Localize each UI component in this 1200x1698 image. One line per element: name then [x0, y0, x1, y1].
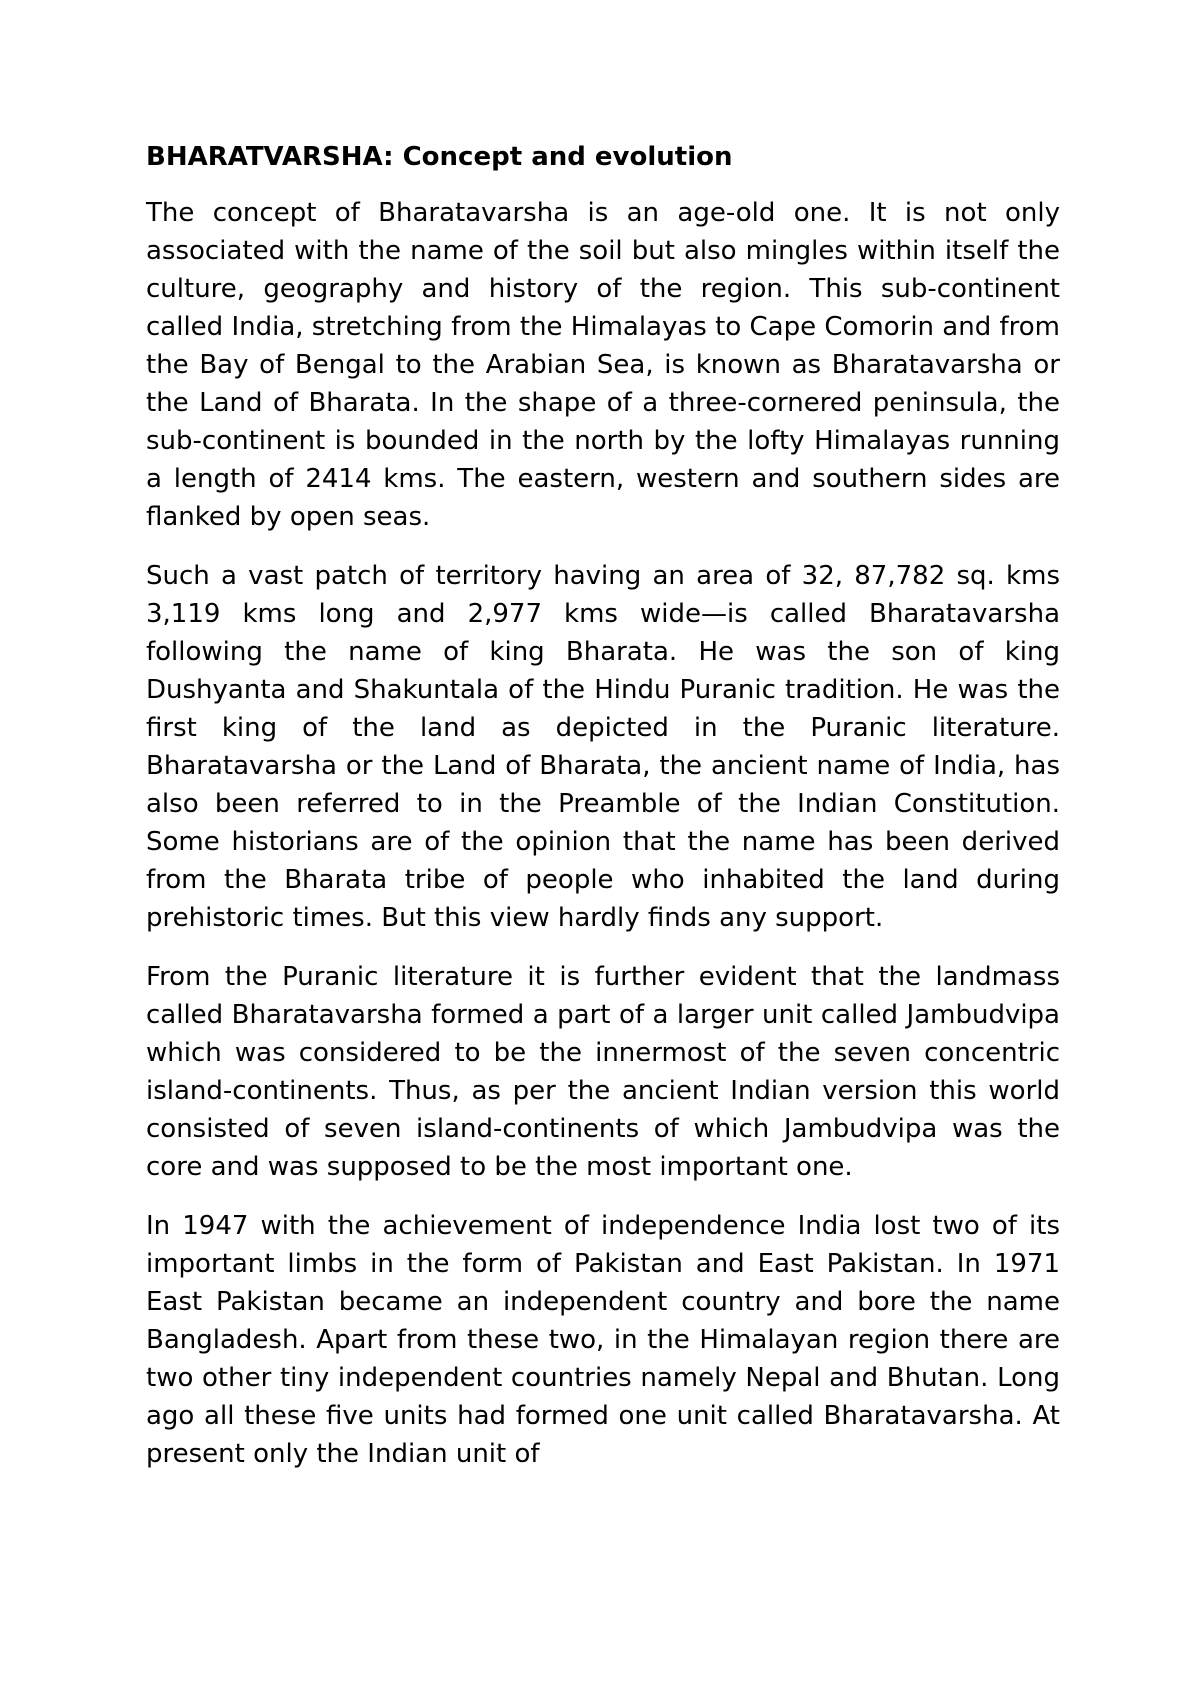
paragraph-independence: In 1947 with the achievement of independence India lost two of its important limbs in the form of Pakistan and East Pakistan. In 1971 East Pakistan became an independent country and bore the name Bangladesh. Apart from these two, in the Himalayan region there are two other tiny independent countries namely Nepal and Bhutan. Long ago all these five units had formed one unit called Bharatavarsha. At present only the Indian unit of	[146, 1211, 1060, 1469]
paragraph-jambudvipa: From the Puranic literature it is further evident that the landmass called Bharatavarsha formed a part of a larger unit called Jambudvipa which was considered to be the innermost of the seven concentric island-continents. Thus, as per the ancient Indian version this world consisted of seven island-continents of which Jambudvipa was the core and was supposed to be the most important one.	[146, 962, 1060, 1182]
document-title: BHARATVARSHA: Concept and evolution	[146, 142, 733, 172]
document-body	[146, 138, 1060, 1494]
paragraph-concept: The concept of Bharatavarsha is an age-old one. It is not only associated with the name of the soil but also mingles within itself the culture, geography and history of the region. This sub-continent called India, stretching from the Himalayas to Cape Comorin and from the Bay of Bengal to the Arabian Sea, is known as Bharatavarsha or the Land of Bharata. In the shape of a three-cornered peninsula, the sub-continent is bounded in the north by the lofty Himalayas running a length of 2414 kms. The eastern, western and southern sides are flanked by open seas.	[146, 198, 1060, 532]
paragraph-territory: Such a vast patch of territory having an area of 32, 87,782 sq. kms 3,119 kms long and 2,977 kms wide—is called Bharatavarsha following the name of king Bharata. He was the son of king Dushyanta and Shakuntala of the Hindu Puranic tradition. He was the first king of the land as depicted in the Puranic literature. Bharatavarsha or the Land of Bharata, the ancient name of India, has also been referred to in the Preamble of the Indian Constitution. Some historians are of the opinion that the name has been derived from the Bharata tribe of people who inhabited the land during prehistoric times. But this view hardly finds any support.	[146, 561, 1060, 933]
